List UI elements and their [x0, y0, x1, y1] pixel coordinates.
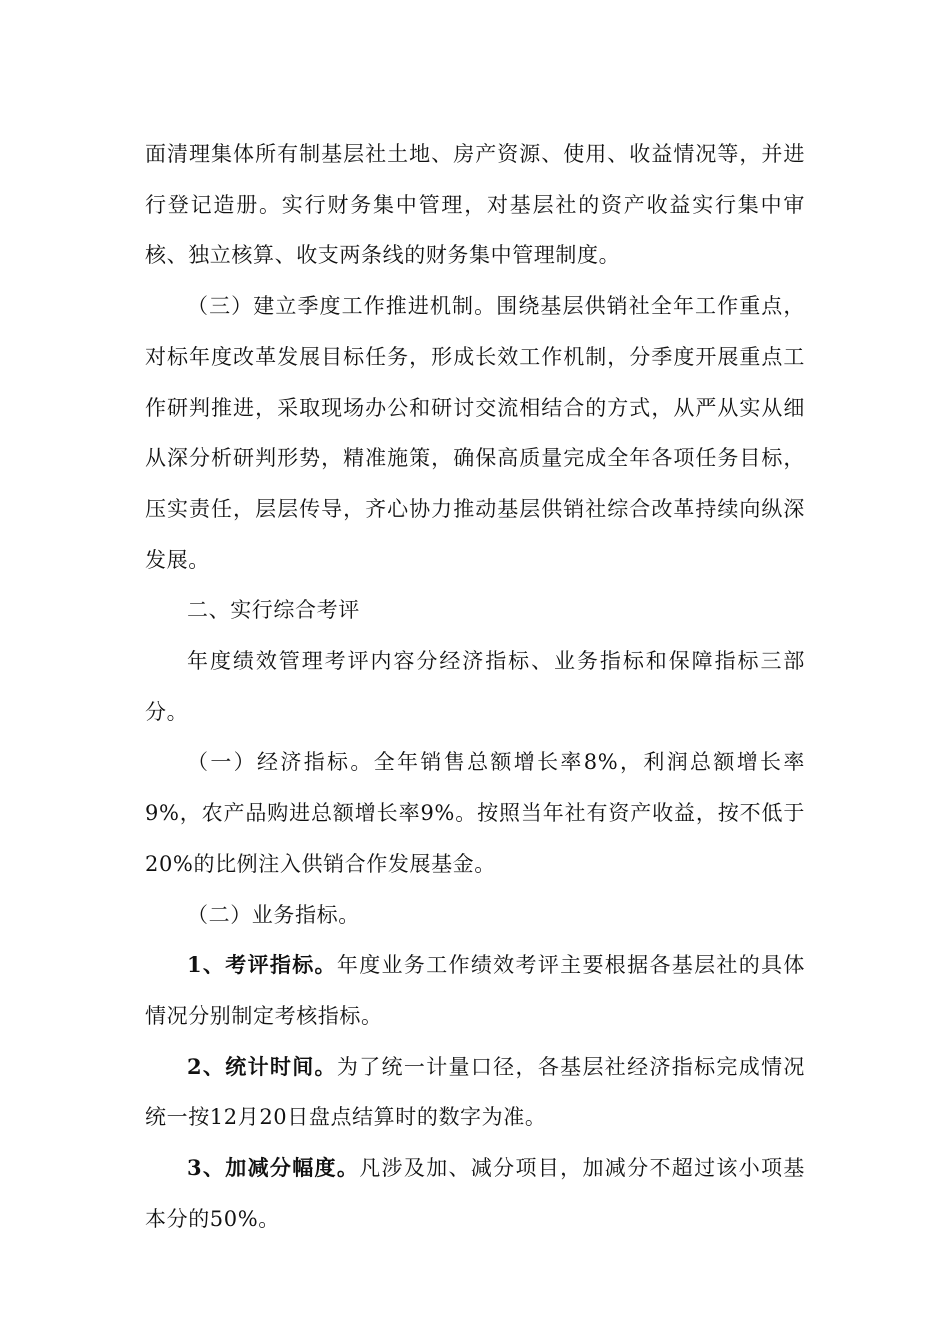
paragraph-text: 面清理集体所有制基层社土地、房产资源、使用、收益情况等，并进行登记造册。实行财务集中管理，对基层社的资产收益实行集中审核、独立核算、收支两条线的财务集中管理制度。	[145, 142, 805, 268]
section-heading-comprehensive-evaluation	[145, 585, 805, 636]
paragraph-evaluation-content	[145, 636, 805, 737]
paragraph-text: （一）经济指标。全年销售总额增长率8%，利润总额增长率9%，农产品购进总额增长率9%。按照当年社有资产收益，按不低于20%的比例注入供销合作发展基金。	[145, 750, 805, 876]
paragraph-business-indicators	[145, 890, 805, 941]
paragraph-text: 年度绩效管理考评内容分经济指标、业务指标和保障指标三部分。	[145, 649, 805, 724]
paragraph-asset-management	[145, 129, 805, 281]
paragraph-text: （二）业务指标。	[187, 902, 360, 927]
paragraph-statistics-time	[145, 1042, 805, 1143]
paragraph-text: （三）建立季度工作推进机制。围绕基层供销社全年工作重点，对标年度改革发展目标任务，形成长效工作机制，分季度开展重点工作研判推进，采取现场办公和研讨交流相结合的方式，从严从实从细从深分析研判形势，精准施策，确保高质量完成全年各项任务目标，压实责任，层层传导，齐心协力推动基层供销社综合改革持续向纵深发展。	[145, 294, 805, 572]
paragraph-score-adjustment	[145, 1143, 805, 1244]
paragraph-text: 为了统一计量口径，各基层社经济指标完成情况统一按12月20日盘点结算时的数字为准。	[145, 1054, 805, 1130]
document-body	[145, 129, 805, 1244]
paragraph-lead: 1、考评指标。	[187, 952, 337, 978]
paragraph-quarterly-mechanism	[145, 281, 805, 585]
heading-text: 二、实行综合考评	[187, 598, 360, 623]
paragraph-lead: 2、统计时间。	[187, 1053, 337, 1079]
paragraph-text: 年度业务工作绩效考评主要根据各基层社的具体情况分别制定考核指标。	[145, 953, 805, 1028]
paragraph-economic-indicators	[145, 737, 805, 889]
paragraph-lead: 3、加减分幅度。	[187, 1155, 360, 1181]
paragraph-text: 凡涉及加、减分项目，加减分不超过该小项基本分的50%。	[145, 1156, 805, 1231]
paragraph-evaluation-indicators	[145, 940, 805, 1041]
